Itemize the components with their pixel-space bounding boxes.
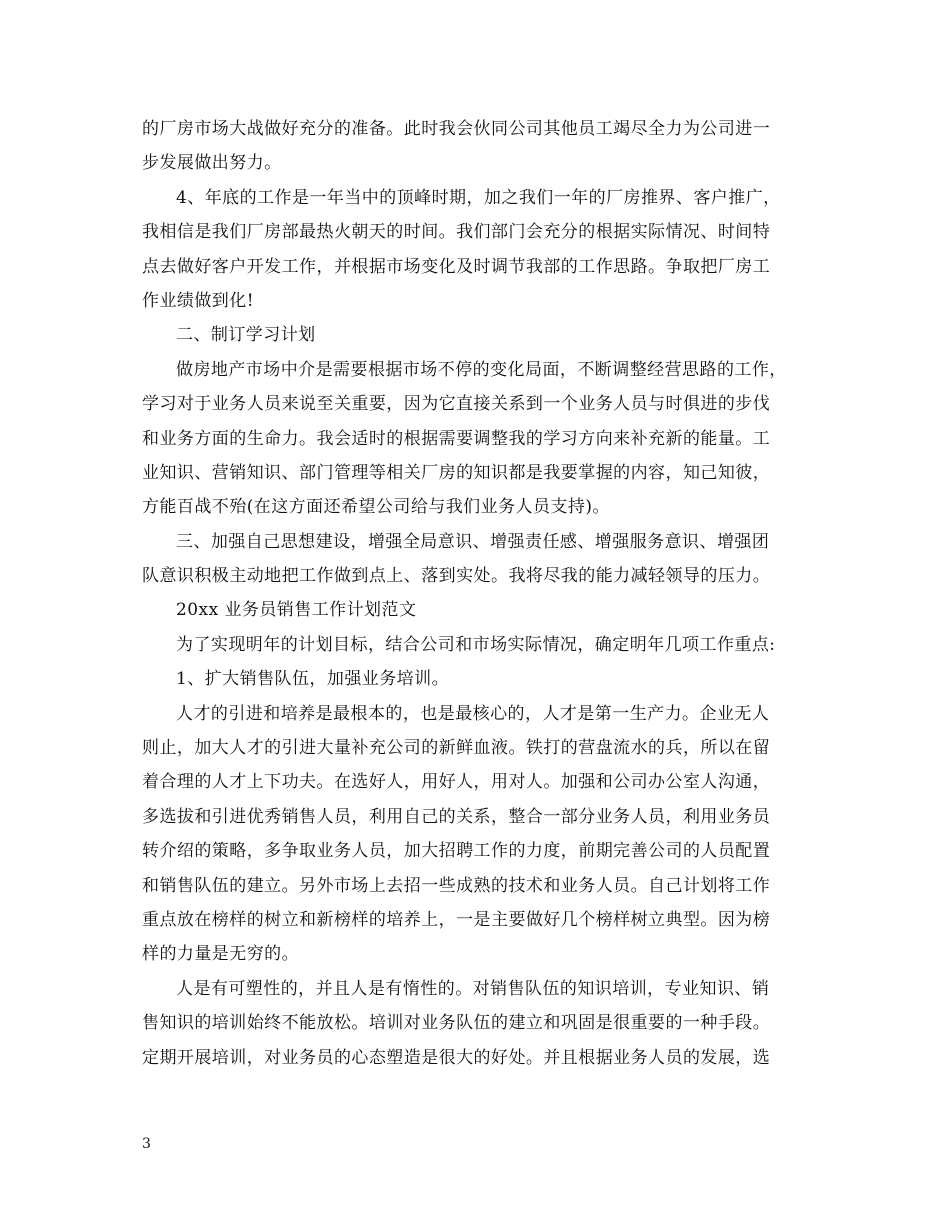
text-line: 和销售队伍的建立。另外市场上去招一些成熟的技术和业务人员。自己计划将工作 (142, 875, 771, 896)
section-heading: 二、制订学习计划 (176, 325, 316, 346)
section-heading: 1、扩大销售队伍，加强业务培训。 (176, 669, 450, 690)
text-line: 队意识积极主动地把工作做到点上、落到实处。我将尽我的能力减轻领导的压力。 (142, 566, 771, 587)
text-line: 作业绩做到化! (142, 290, 254, 311)
text-line: 步发展做出努力。 (142, 153, 282, 174)
text-line: 人是有可塑性的，并且人是有惰性的。对销售队伍的知识培训，专业知识、销 (176, 978, 770, 999)
text-line: 方能百战不殆(在这方面还希望公司给与我们业务人员支持)。 (142, 497, 610, 518)
page-number: 3 (142, 1136, 151, 1152)
document-body (142, 112, 822, 1075)
text-line: 重点放在榜样的树立和新榜样的培养上，一是主要做好几个榜样树立典型。因为榜 (142, 909, 771, 930)
section-heading: 20xx 业务员销售工作计划范文 (176, 600, 417, 621)
text-line: 学习对于业务人员来说至关重要，因为它直接关系到一个业务人员与时俱进的步伐 (142, 394, 771, 415)
text-line: 定期开展培训，对业务员的心态塑造是很大的好处。并且根据业务人员的发展，选 (142, 1047, 771, 1068)
text-line: 多选拔和引进优秀销售人员，利用自己的关系，整合一部分业务人员，利用业务员 (142, 806, 771, 827)
text-line: 人才的引进和培养是最根本的，也是最核心的，人才是第一生产力。企业无人 (176, 703, 770, 724)
text-line: 点去做好客户开发工作，并根据市场变化及时调节我部的工作思路。争取把厂房工 (142, 256, 771, 277)
text-line: 我相信是我们厂房部最热火朝天的时间。我们部门会充分的根据实际情况、时间特 (142, 222, 771, 243)
text-line: 的厂房市场大战做好充分的准备。此时我会伙同公司其他员工竭尽全力为公司进一 (142, 119, 771, 139)
text-line: 售知识的培训始终不能放松。培训对业务队伍的建立和巩固是很重要的一种手段。 (142, 1013, 771, 1034)
text-line: 4、年底的工作是一年当中的顶峰时期，加之我们一年的厂房推界、客户推广， (176, 187, 781, 208)
text-line: 三、加强自己思想建设，增强全局意识、增强责任感、增强服务意识、增强团 (176, 531, 770, 552)
text-line: 则止，加大人才的引进大量补充公司的新鲜血液。铁打的营盘流水的兵，所以在留 (142, 738, 771, 759)
text-line: 为了实现明年的计划目标，结合公司和市场实际情况，确定明年几项工作重点: (176, 634, 776, 655)
text-line: 业知识、营销知识、部门管理等相关厂房的知识都是我要掌握的内容，知己知彼， (142, 462, 771, 483)
text-line: 转介绍的策略，多争取业务人员，加大招聘工作的力度，前期完善公司的人员配置 (142, 841, 771, 862)
text-line: 着合理的人才上下功夫。在选好人，用好人，用对人。加强和公司办公室人沟通， (142, 772, 771, 793)
text-line: 样的力量是无穷的。 (142, 944, 300, 965)
text-line: 做房地产市场中介是需要根据市场不停的变化局面，不断调整经营思路的工作， (176, 359, 787, 380)
text-line: 和业务方面的生命力。我会适时的根据需要调整我的学习方向来补充新的能量。工 (142, 428, 771, 449)
